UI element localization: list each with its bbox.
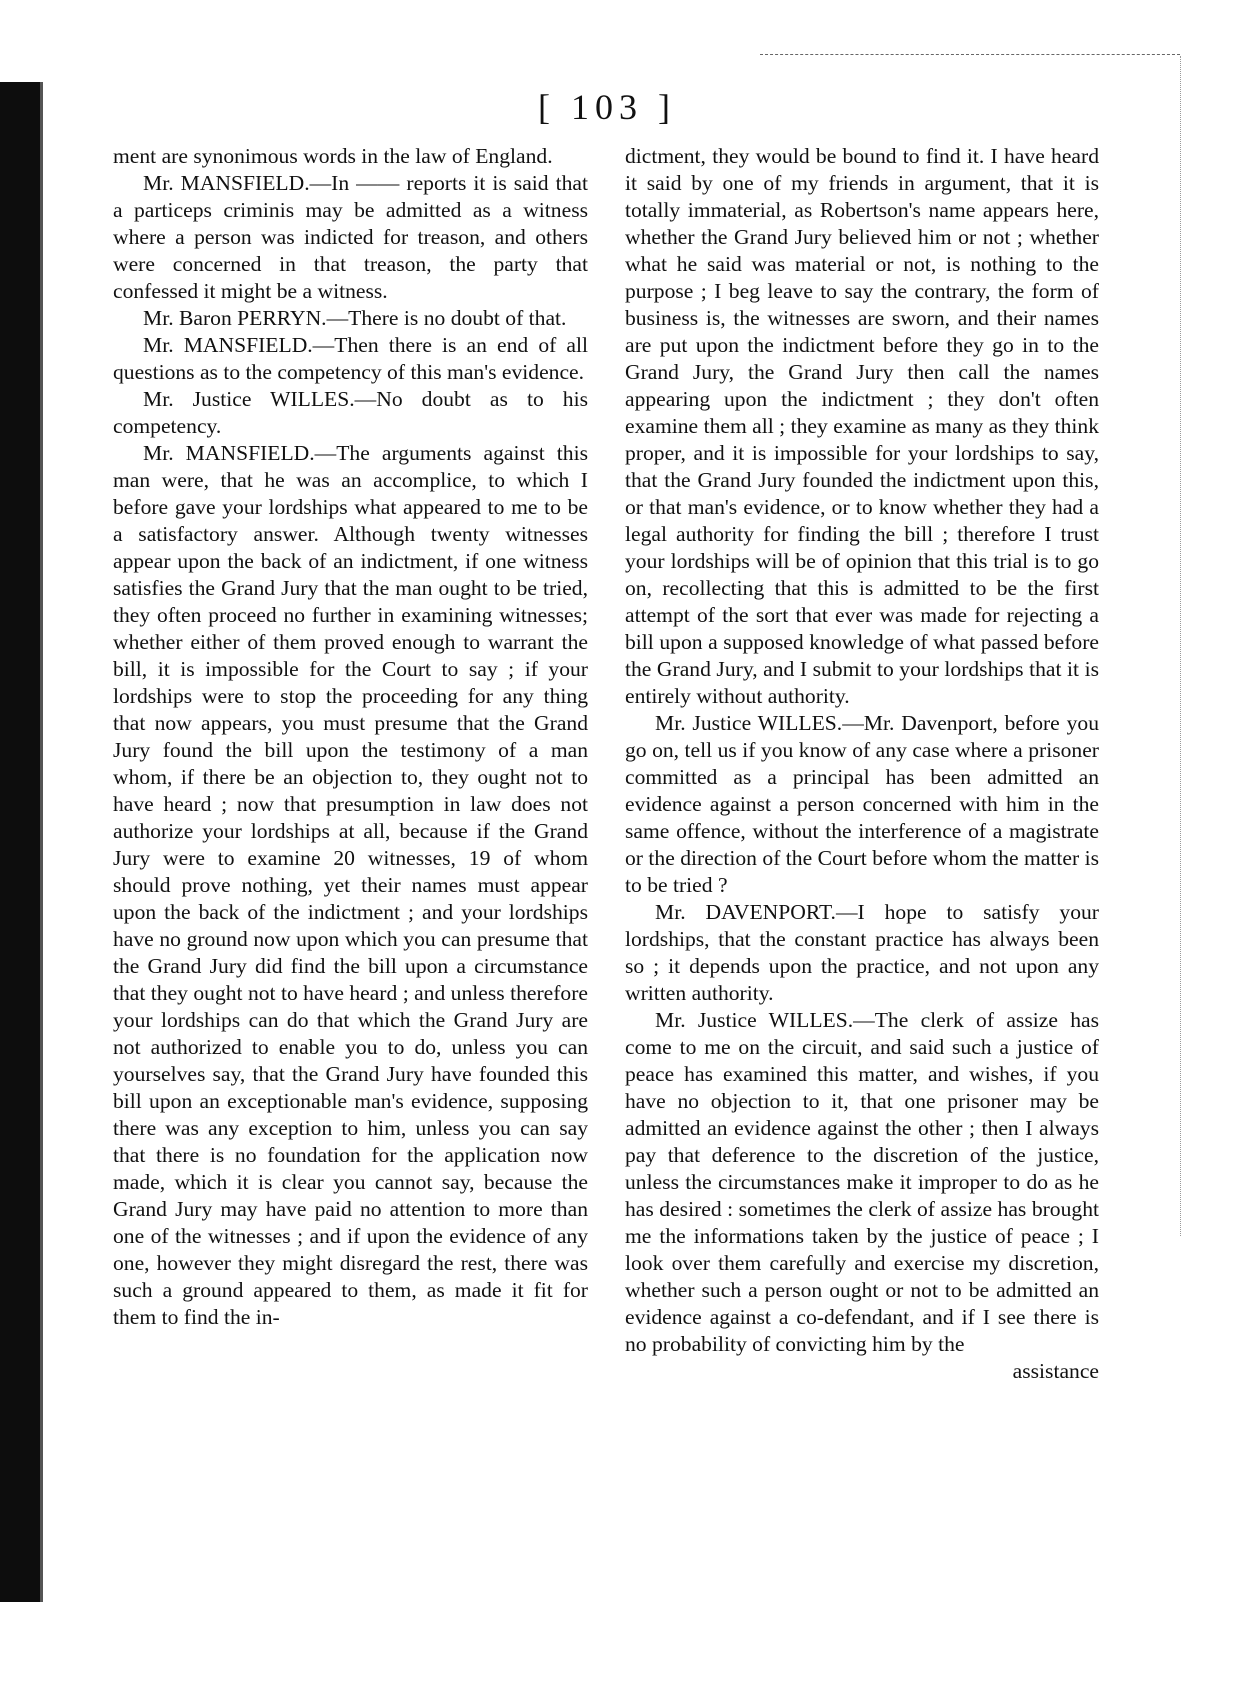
right-column xyxy=(625,143,1099,1385)
paragraph: ment are synonimous words in the law of England. xyxy=(113,144,553,168)
paragraph: Mr. Justice WILLES.—No doubt as to his competency. xyxy=(113,387,588,438)
paragraph: Mr. MANSFIELD.—The arguments against this man were, that he was an accomplice, to which I before gave your lordships what appeared to me to be a satisfactory answer. Although twenty witnesses appear upon the back of an indictment, if one witness satisfies the Grand Jury that the man ought to be tried, they often proceed no further in examining witnesses; whether either of them proved enough to warrant the bill, it is impossible for the Court to say ; if your lordships were to stop the proceeding for any thing that now appears, you must presume that the Grand Jury found the bill upon the testimony of a man whom, if there be an objection to, they ought not to have heard ; now that presumption in law does not authorize your lordships at all, because if the Grand Jury were to examine 20 witnesses, 19 of whom should prove nothing, yet their names must appear upon the back of the indictment ; and your lordships have no ground now upon which you can presume that the Grand Jury did find the bill upon a circumstance that they ought not to have heard ; and unless therefore your lordships can do that which the Grand Jury are not authorized to enable you to do, unless you can yourselves say, that the Grand Jury have founded this bill upon an exceptionable man's evidence, supposing there was any exception to him, unless you can say that there is no foundation for the application now made, which it is clear you cannot say, because the Grand Jury may have paid no attention to more than one of the witnesses ; and if upon the evidence of any one, however they might disregard the rest, there was such a ground appeared to them, as made it fit for them to find the in- xyxy=(113,441,588,1329)
paragraph: Mr. MANSFIELD.—Then there is an end of all questions as to the competency of this man's evidence. xyxy=(113,333,588,384)
paragraph: Mr. MANSFIELD.—In —— reports it is said that a particeps criminis may be admitted as a witness where a person was indicted for treason, and others were concerned in that treason, the party that confessed it might be a witness. xyxy=(113,171,588,303)
paragraph: Mr. Justice WILLES.—The clerk of assize has come to me on the circuit, and said such a justice of peace has examined this matter, and wishes, if you have no objection to it, that one prisoner may be admitted an evidence against the other ; then I always pay that deference to the discretion of the justice, unless the circumstances make it improper to do as he has desired : sometimes the clerk of assize has brought me the informations taken by the justice of peace ; I look over them carefully and exercise my discretion, whether such a person ought or not to be admitted an evidence against a co-defendant, and if I see there is no probability of convicting him by the xyxy=(625,1008,1099,1356)
paragraph: Mr. Justice WILLES.—Mr. Davenport, before you go on, tell us if you know of any case where a prisoner committed as a principal has been admitted an evidence against a person concerned with him in the same offence, without the interference of a magistrate or the direction of the Court before whom the matter is to be tried ? xyxy=(625,711,1099,897)
catchword: assistance xyxy=(1012,1359,1099,1383)
scan-edge xyxy=(40,82,43,1602)
book-binding-shadow xyxy=(0,82,42,1602)
paragraph: dictment, they would be bound to find it. I have heard it said by one of my friends in argument, that it is totally immaterial, as Robertson's name appears here, whether the Grand Jury believed him or not ; whether what he said was material or not, is nothing to the purpose ; I beg leave to say the contrary, the form of business is, the witnesses are sworn, and their names are put upon the indictment before they go in to the Grand Jury, the Grand Jury then call the names appearing upon the indictment ; they don't often examine them all ; they examine as many as they think proper, and it is impossible for your lordships to say, that the Grand Jury founded the indictment upon this, or that man's evidence, or to know whether they had a legal authority for finding the bill ; therefore I trust your lordships will be of opinion that this trial is to go on, recollecting that this is admitted to be the first attempt of the sort that ever was made for rejecting a bill upon a supposed knowledge of what passed before the Grand Jury, and I submit to your lordships that it is entirely without authority. xyxy=(625,144,1099,708)
paragraph: Mr. DAVENPORT.—I hope to satisfy your lordships, that the constant practice has always been so ; it depends upon the practice, and not upon any written authority. xyxy=(625,900,1099,1005)
page-number: [ 103 ] xyxy=(538,87,676,127)
paragraph: Mr. Baron PERRYN.—There is no doubt of that. xyxy=(143,306,567,330)
right-page-edge xyxy=(1180,56,1181,1236)
top-edge-rule xyxy=(760,54,1180,55)
left-column xyxy=(113,143,588,1331)
